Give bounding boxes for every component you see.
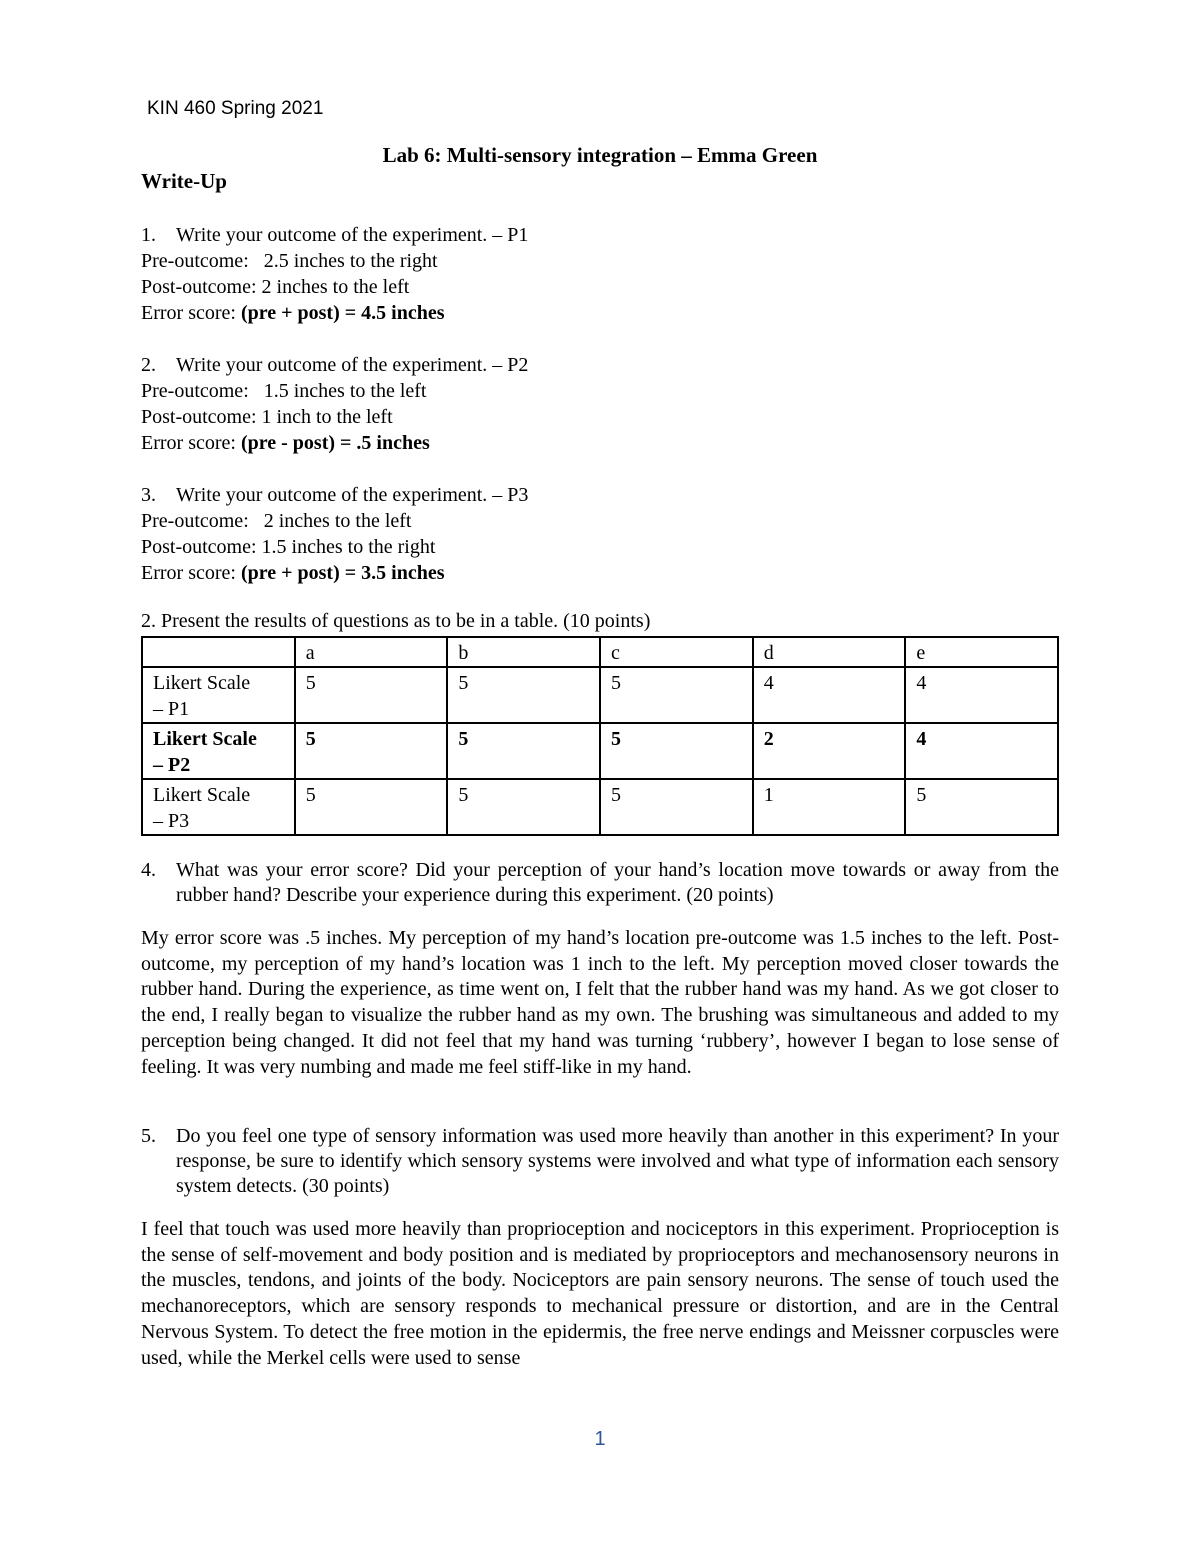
question-5 [141,1124,1059,1199]
error-score-label: Error score: [141,432,241,454]
answer-4: My error score was .5 inches. My perception of my hand’s location pre-outcome was 1.5 inches to the left. Post-outcome, my perception of my hand’s location was 1 inch to the left. My perception moved closer towards the rubber hand. During the experience, as time went on, I felt that the rubber hand was my hand. As we got closer to the end, I really began to visualize the rubber hand as my own. The brushing was simultaneous and added to my perception being changed. It did not feel that my hand was turning ‘rubbery’, however I began to lose sense of feeling. It was very numbing and made me feel stiff-like in my hand. [141,927,1059,1078]
question-4 [141,858,1059,908]
question-number: 2. [141,354,156,376]
error-score-label: Error score: [141,302,241,324]
table-cell: 4 [753,667,906,723]
error-score-value: (pre + post) = 3.5 inches [240,562,445,584]
error-score [141,560,528,586]
post-outcome: Post-outcome: 1 inch to the left [141,406,393,428]
error-score [141,430,528,456]
header-cell [142,637,295,667]
table-caption: 2. Present the results of questions as to be in a table. (10 points) [141,610,651,632]
table-cell: 1 [753,779,906,835]
table-row [142,723,1058,779]
question-text: Do you feel one type of sensory information was used more heavily than another in this experiment? In your response, be sure to identify which sensory systems were involved and what type of information each sensory system detects. (30 points) [176,1125,1059,1197]
pre-outcome: Pre-outcome: 2.5 inches to the right [141,250,438,272]
post-outcome: Post-outcome: 1.5 inches to the right [141,536,436,558]
header-cell: a [295,637,448,667]
table-cell: 5 [905,779,1058,835]
error-score [141,300,528,326]
row-label: Likert Scale – P2 [142,723,295,779]
table-cell: 5 [295,723,448,779]
table-cell: 4 [905,723,1058,779]
row-label: Likert Scale – P1 [142,667,295,723]
question-number: 1. [141,224,156,246]
document-title: Lab 6: Multi-sensory integration – Emma Green [382,143,818,167]
outcome-block-p1 [141,222,528,326]
table-cell: 5 [447,667,600,723]
outcome-block-p3 [141,482,528,586]
error-score-value: (pre - post) = .5 inches [240,432,430,454]
header-cell: b [447,637,600,667]
table-cell: 5 [295,779,448,835]
table-cell: 4 [905,667,1058,723]
table-cell: 5 [447,779,600,835]
header-cell: d [753,637,906,667]
table-cell: 5 [447,723,600,779]
question-number: 5. [141,1125,156,1147]
writeup-heading: Write-Up [141,169,227,193]
table-cell: 5 [295,667,448,723]
question-text: Write your outcome of the experiment. – P3 [176,484,529,506]
pre-outcome: Pre-outcome: 1.5 inches to the left [141,380,427,402]
table-row [142,779,1058,835]
table-cell: 2 [753,723,906,779]
answer-5: I feel that touch was used more heavily than proprioception and nociceptors in this experiment. Proprioception is the sense of self-movement and body position and is mediated by proprioceptors and mechanosensory neurons in the muscles, tendons, and joints of the body. Nociceptors are pain sensory neurons. The sense of touch used the mechanoreceptors, which are sensory responds to mechanical pressure or distortion, and are in the Central Nervous System. To detect the free motion in the epidermis, the free nerve endings and Meissner corpuscles were used, while the Merkel cells were used to sense [141,1218,1059,1369]
question-number: 3. [141,484,156,506]
header-cell: e [905,637,1058,667]
pre-outcome: Pre-outcome: 2 inches to the left [141,510,412,532]
table-cell: 5 [600,779,753,835]
course-header: KIN 460 Spring 2021 [147,98,324,119]
table-cell: 5 [600,723,753,779]
table-row [142,667,1058,723]
page-number: 1 [594,1428,606,1450]
question-text: What was your error score? Did your perception of your hand’s location move towards or away from the rubber hand? Describe your experience during this experiment. (20 points) [176,859,1059,906]
question-text: Write your outcome of the experiment. – P2 [176,354,529,376]
likert-table [141,636,1059,836]
table-cell: 5 [600,667,753,723]
question-number: 4. [141,859,156,881]
header-cell: c [600,637,753,667]
outcome-block-p2 [141,352,528,456]
question-text: Write your outcome of the experiment. – P1 [176,224,529,246]
error-score-value: (pre + post) = 4.5 inches [240,302,445,324]
post-outcome: Post-outcome: 2 inches to the left [141,276,410,298]
row-label: Likert Scale – P3 [142,779,295,835]
table-header-row [142,637,1058,667]
error-score-label: Error score: [141,562,241,584]
